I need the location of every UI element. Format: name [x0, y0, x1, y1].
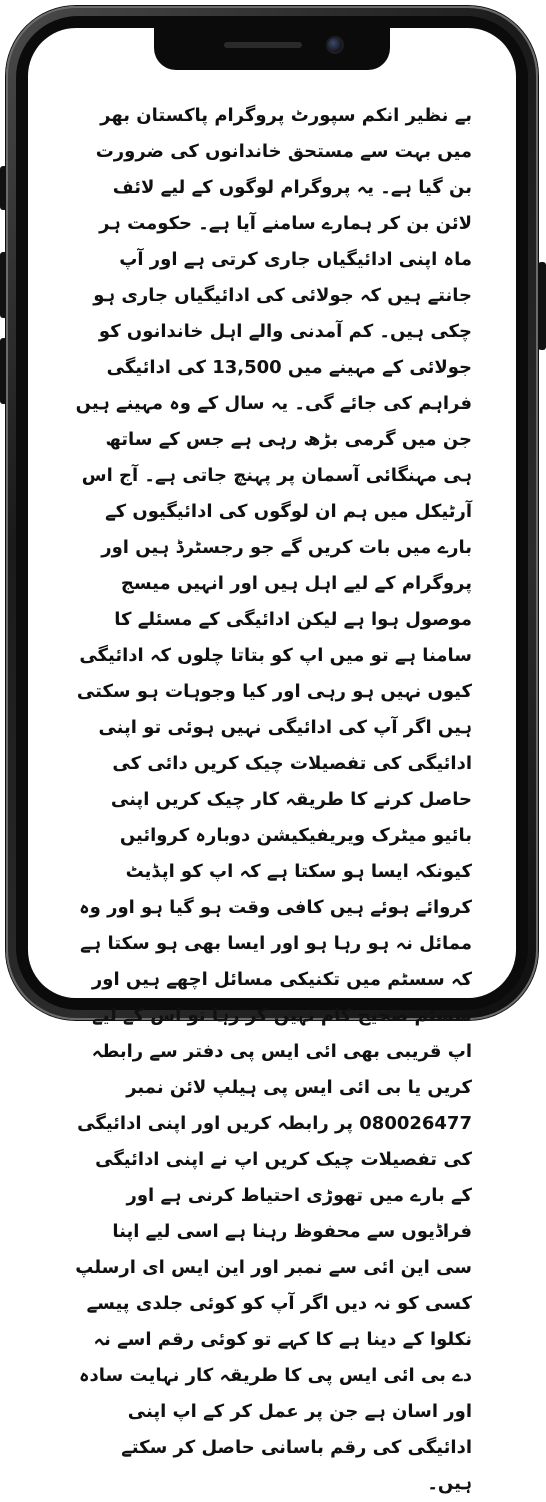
- article-text: بے نظیر انکم سپورٹ پروگرام پاکستان بھر میں بہت سے مستحق خاندانوں کی ضرورت بن گیا ہے۔ یہ پروگرام لوگوں کے لیے لائف لائن بن کر ہمارے سامنے آیا ہے۔ حکومت ہر ماہ اپنی ادائیگیاں جاری کرتی ہے اور آپ جانتے ہیں کہ جولائی کی ادائیگیاں جاری ہو چکی ہیں۔ کم آمدنی والے اہل خاندانوں کو جولائی کے مہینے میں 13,500 کی ادائیگی فراہم کی جائے گی۔ یہ سال کے وہ مہینے ہیں جن میں گرمی بڑھ رہی ہے جس کے ساتھ ہی مہنگائی آسمان پر پہنچ جاتی ہے۔ آج اس آرٹیکل میں ہم ان لوگوں کی ادائیگیوں کے بارے میں بات کریں گے جو رجسٹرڈ ہیں اور پروگرام کے لیے اہل ہیں اور انہیں میسج موصول ہوا ہے لیکن ادائیگی کے مسئلے کا سامنا ہے تو میں اپ کو بتاتا چلوں کہ ادائیگی کیوں نہیں ہو رہی اور کیا وجوہات ہو سکتی ہیں اگر آپ کی ادائیگی نہیں ہوئی تو اپنی ادائیگی کی تفصیلات چیک کریں دائی کی حاصل کرنے کا طریقہ کار چیک کریں اپنی بائیو میٹرک ویریفیکیشن دوبارہ کروائیں کیونکہ ایسا ہو سکتا ہے کہ اپ کو اپڈیٹ کروائے ہوئے ہیں کافی وقت ہو گیا ہو اور وہ ممائل نہ ہو رہا ہو اور ایسا بھی ہو سکتا ہے کہ سسٹم میں تکنیکی مسائل اچھے ہیں اور سسٹم صحیح کام نہیں کر رہا تو اس کے لیے اپ قریبی بھی ائی ایس پی دفتر سے رابطہ کریں یا بی ائی ایس پی ہیلپ لائن نمبر 080026477 پر رابطہ کریں اور اپنی ادائیگی کی تفصیلات چیک کریں اپ نے اپنی ادائیگی کے بارے میں تھوڑی احتیاط کرنی ہے اور فراڈیوں سے محفوظ رہنا ہے اسی لیے اپنا سی این ائی سے نمبر اور این ایس ای ارسلپ کسی کو نہ دیں اگر آپ کو کوئی جلدی پیسے نکلوا کے دینا ہے کا کہے تو کوئی رقم اسے نہ دے بی ائی ایس پی کا طریقہ کار نہایت سادہ اور اسان ہے جن پر عمل کر کے اپ اپنی ادائیگی کی رقم باسانی حاصل کر سکتے ہیں۔: [68, 105, 472, 1494]
- phone-frame: [6, 6, 538, 1494]
- front-camera-icon: [326, 36, 344, 54]
- phone-screen[interactable]: [28, 28, 516, 1494]
- speaker-grille: [224, 42, 302, 48]
- power-button: [538, 262, 546, 350]
- notch: [154, 28, 390, 70]
